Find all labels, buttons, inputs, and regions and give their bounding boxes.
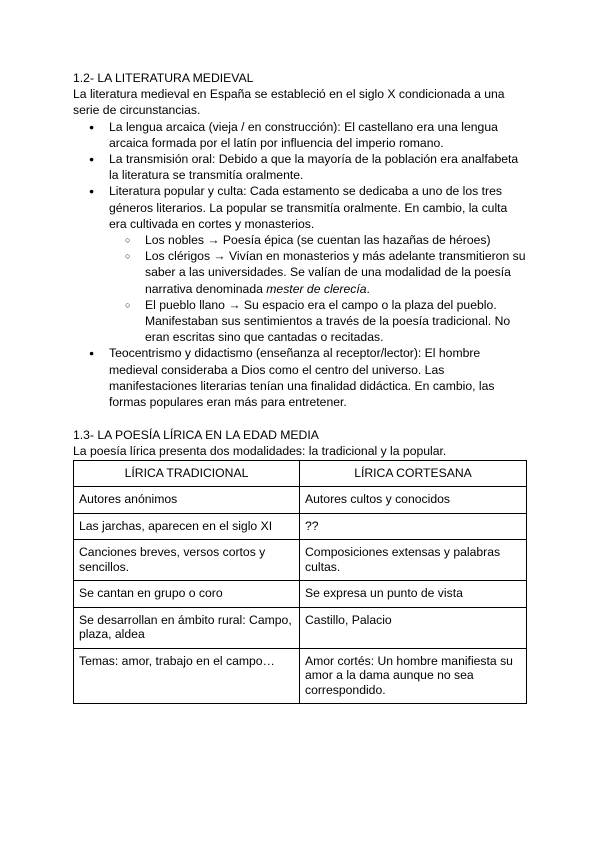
bullet-teocentrismo: ● Teocentrismo y didactismo (enseñanza al receptor/lector): El hombre medieval consideraba a Dios como el centro del universo. Las manifestaciones literarias tenían una finalidad didáctica. En cambio, las formas populares eran más para entretener. (73, 345, 528, 410)
bullet-list (73, 119, 528, 411)
table-row (74, 607, 527, 648)
table-row (74, 581, 527, 608)
bullet-lengua-arcaica: ● La lengua arcaica (vieja / en construcción): El castellano era una lengua arcaica formada por el latín por influencia del imperio romano. (73, 119, 528, 151)
table-row (74, 487, 527, 514)
section-heading-literatura-medieval: 1.2- LA LITERATURA MEDIEVAL (73, 71, 254, 85)
sub-bullet-clerigos-text: Los clérigos → Vivían en monasterios y más adelante transmitieron su saber a las universidades. Se valían de una modalidad de la poesía narrativa denominada (145, 249, 526, 296)
table-cell: Se cantan en grupo o coro (74, 581, 300, 608)
table-header-cortesana: LÍRICA CORTESANA (300, 460, 527, 487)
table-cell: Las jarchas, aparecen en el siglo XI (74, 513, 300, 540)
table-cell: Autores anónimos (74, 487, 300, 514)
sub-bullet-clerigos-end: . (366, 281, 370, 296)
intro-paragraph: La literatura medieval en España se estableció en el siglo X condicionada a una serie de circunstancias. (73, 87, 505, 118)
table-cell: Castillo, Palacio (300, 607, 527, 648)
mester-de-clerecia-term: mester de clerecía (266, 281, 367, 296)
table-cell: Autores cultos y conocidos (300, 487, 527, 514)
document-content (73, 70, 528, 704)
sub-bullet-list (109, 232, 528, 345)
lirica-comparison-table (73, 460, 527, 705)
table-row (74, 513, 527, 540)
table-header-row (74, 460, 527, 487)
bullet-transmision-oral: ● La transmisión oral: Debido a que la mayoría de la población era analfabeta la literatura se transmitía oralmente. (73, 151, 528, 183)
table-row (74, 540, 527, 581)
bullet-literatura-popular-culta-text: Literatura popular y culta: Cada estamento se dedicaba a uno de los tres géneros literarios. La popular se transmitía oralmente. En cambio, la culta era cultivada en cortes y monasterios. (109, 184, 508, 231)
bullet-literatura-popular-culta (73, 183, 528, 345)
sub-bullet-nobles: ○ Los nobles → Poesía épica (se cuentan las hazañas de héroes) (109, 232, 528, 248)
table-cell: ?? (300, 513, 527, 540)
table-row (74, 648, 527, 704)
table-cell: Se expresa un punto de vista (300, 581, 527, 608)
lirica-intro-paragraph: La poesía lírica presenta dos modalidades: la tradicional y la popular. (73, 444, 447, 459)
section-heading-poesia-lirica: 1.3- LA POESÍA LÍRICA EN LA EDAD MEDIA (73, 428, 319, 443)
table-cell: Temas: amor, trabajo en el campo… (74, 648, 300, 704)
sub-bullet-clerigos (109, 248, 528, 297)
table-cell: Composiciones extensas y palabras cultas. (300, 540, 527, 581)
sub-bullet-pueblo-llano: ○ El pueblo llano → Su espacio era el campo o la plaza del pueblo. Manifestaban sus sentimientos a través de la poesía tradicional. No eran escritas sino que cantadas o recitadas. (109, 297, 528, 346)
table-cell: Canciones breves, versos cortos y sencillos. (74, 540, 300, 581)
table-header-tradicional: LÍRICA TRADICIONAL (74, 460, 300, 487)
table-cell: Amor cortés: Un hombre manifiesta su amor a la dama aunque no sea correspondido. (300, 648, 527, 704)
table-cell: Se desarrollan en ámbito rural: Campo, plaza, aldea (74, 607, 300, 648)
